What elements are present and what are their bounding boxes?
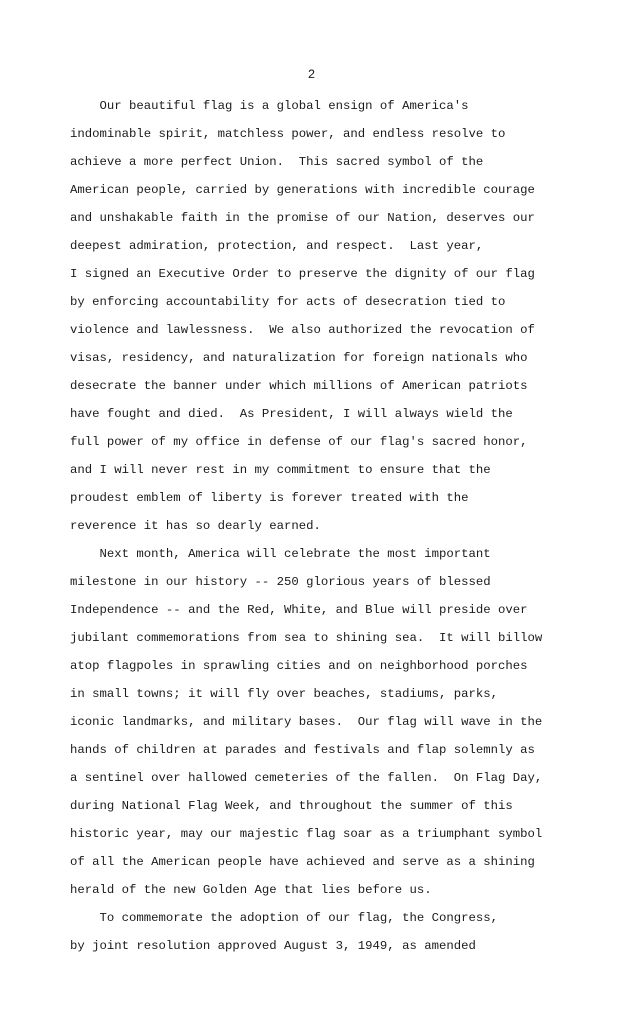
text-line: during National Flag Week, and throughout the summer of this bbox=[70, 799, 513, 813]
text-line: historic year, may our majestic flag soar as a triumphant symbol bbox=[70, 827, 543, 841]
text-line: in small towns; it will fly over beaches, stadiums, parks, bbox=[70, 687, 499, 701]
text-line: milestone in our history -- 250 glorious years of blessed bbox=[70, 575, 491, 589]
text-line: jubilant commemorations from sea to shining sea. It will billow bbox=[70, 631, 543, 645]
text-line: by enforcing accountability for acts of desecration tied to bbox=[70, 295, 506, 309]
text-line: and unshakable faith in the promise of our Nation, deserves our bbox=[70, 211, 535, 225]
text-line: hands of children at parades and festivals and flap solemnly as bbox=[70, 743, 535, 757]
text-line: To commemorate the adoption of our flag, the Congress, bbox=[70, 911, 499, 925]
text-line: desecrate the banner under which millions of American patriots bbox=[70, 379, 528, 393]
text-line: visas, residency, and naturalization for foreign nationals who bbox=[70, 351, 528, 365]
text-line: deepest admiration, protection, and respect. Last year, bbox=[70, 239, 484, 253]
text-line: achieve a more perfect Union. This sacred symbol of the bbox=[70, 155, 484, 169]
text-line: indominable spirit, matchless power, and endless resolve to bbox=[70, 127, 506, 141]
text-line: atop flagpoles in sprawling cities and on neighborhood porches bbox=[70, 659, 528, 673]
page-number: 2 bbox=[307, 68, 316, 82]
text-line: a sentinel over hallowed cemeteries of the fallen. On Flag Day, bbox=[70, 771, 543, 785]
text-line: herald of the new Golden Age that lies before us. bbox=[70, 883, 432, 897]
text-line: iconic landmarks, and military bases. Our flag will wave in the bbox=[70, 715, 543, 729]
text-line: American people, carried by generations with incredible courage bbox=[70, 183, 535, 197]
text-line: proudest emblem of liberty is forever treated with the bbox=[70, 491, 469, 505]
text-line: I signed an Executive Order to preserve the dignity of our flag bbox=[70, 267, 535, 281]
text-line: have fought and died. As President, I will always wield the bbox=[70, 407, 513, 421]
text-line: full power of my office in defense of our flag's sacred honor, bbox=[70, 435, 528, 449]
text-line: reverence it has so dearly earned. bbox=[70, 519, 321, 533]
text-line: Next month, America will celebrate the most important bbox=[70, 547, 491, 561]
text-line: Our beautiful flag is a global ensign of America's bbox=[70, 99, 469, 113]
text-line: violence and lawlessness. We also authorized the revocation of bbox=[70, 323, 535, 337]
text-line: by joint resolution approved August 3, 1949, as amended bbox=[70, 939, 476, 953]
text-line: of all the American people have achieved and serve as a shining bbox=[70, 855, 535, 869]
text-line: Independence -- and the Red, White, and Blue will preside over bbox=[70, 603, 528, 617]
text-line: and I will never rest in my commitment to ensure that the bbox=[70, 463, 491, 477]
